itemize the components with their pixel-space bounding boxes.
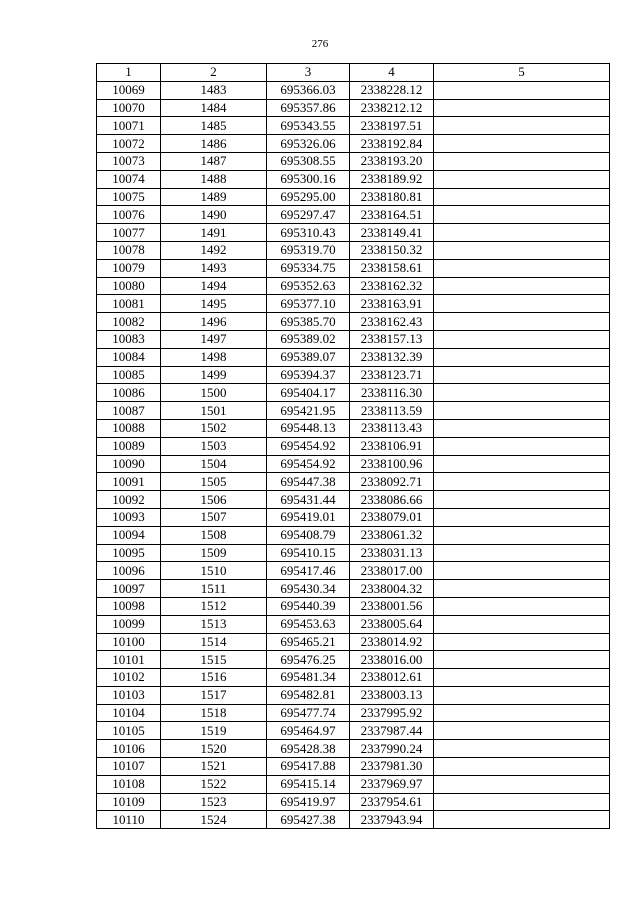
table-cell-col-4: 2338003.13: [350, 686, 434, 704]
table-row: [97, 615, 610, 633]
table-cell-col-2: 1502: [161, 419, 267, 437]
table-cell-col-4: 2338180.81: [350, 188, 434, 206]
table-cell-col-3: 695464.97: [267, 722, 350, 740]
table-cell-col-3: 695295.00: [267, 188, 350, 206]
table-cell-col-5: [434, 651, 610, 669]
table-cell-col-3: 695310.43: [267, 224, 350, 242]
table-row: [97, 81, 610, 99]
table-cell-col-3: 695454.92: [267, 455, 350, 473]
table-cell-col-3: 695404.17: [267, 384, 350, 402]
table-row: [97, 170, 610, 188]
table-cell-col-3: 695389.02: [267, 330, 350, 348]
table-cell-col-1: 10072: [97, 135, 161, 153]
table-cell-col-2: 1499: [161, 366, 267, 384]
table-cell-col-1: 10091: [97, 473, 161, 491]
table-cell-col-5: [434, 597, 610, 615]
table-cell-col-3: 695408.79: [267, 526, 350, 544]
table-cell-col-4: 2338106.91: [350, 437, 434, 455]
table-cell-col-1: 10100: [97, 633, 161, 651]
table-cell-col-3: 695440.39: [267, 597, 350, 615]
table-cell-col-4: 2337990.24: [350, 740, 434, 758]
table-cell-col-2: 1520: [161, 740, 267, 758]
table-cell-col-5: [434, 722, 610, 740]
table-cell-col-1: 10098: [97, 597, 161, 615]
table-cell-col-4: 2338192.84: [350, 135, 434, 153]
column-header-5: 5: [434, 64, 610, 82]
table-row: [97, 473, 610, 491]
table-cell-col-5: [434, 544, 610, 562]
table-cell-col-4: 2338162.32: [350, 277, 434, 295]
table-row: [97, 455, 610, 473]
table-cell-col-5: [434, 740, 610, 758]
table-cell-col-2: 1501: [161, 402, 267, 420]
table-row: [97, 811, 610, 829]
table-cell-col-2: 1491: [161, 224, 267, 242]
table-cell-col-4: 2338150.32: [350, 241, 434, 259]
table-cell-col-5: [434, 669, 610, 687]
table-cell-col-3: 695366.03: [267, 81, 350, 99]
table-row: [97, 241, 610, 259]
table-row: [97, 722, 610, 740]
table-cell-col-1: 10085: [97, 366, 161, 384]
table-cell-col-1: 10106: [97, 740, 161, 758]
table-cell-col-3: 695300.16: [267, 170, 350, 188]
table-cell-col-3: 695417.46: [267, 562, 350, 580]
table-cell-col-3: 695334.75: [267, 259, 350, 277]
table-cell-col-5: [434, 117, 610, 135]
table-cell-col-5: [434, 473, 610, 491]
table-cell-col-2: 1511: [161, 580, 267, 598]
table-cell-col-5: [434, 775, 610, 793]
table-cell-col-1: 10075: [97, 188, 161, 206]
table-cell-col-3: 695410.15: [267, 544, 350, 562]
table-cell-col-4: 2338123.71: [350, 366, 434, 384]
table-cell-col-4: 2337987.44: [350, 722, 434, 740]
table-cell-col-2: 1500: [161, 384, 267, 402]
table-cell-col-3: 695419.97: [267, 793, 350, 811]
table-cell-col-4: 2338164.51: [350, 206, 434, 224]
table-cell-col-3: 695385.70: [267, 313, 350, 331]
table-cell-col-2: 1510: [161, 562, 267, 580]
table-cell-col-1: 10079: [97, 259, 161, 277]
table-cell-col-1: 10071: [97, 117, 161, 135]
table-cell-col-4: 2338113.43: [350, 419, 434, 437]
table-cell-col-3: 695430.34: [267, 580, 350, 598]
table-cell-col-4: 2338116.30: [350, 384, 434, 402]
table-cell-col-5: [434, 241, 610, 259]
table-row: [97, 152, 610, 170]
table-cell-col-3: 695308.55: [267, 152, 350, 170]
table-cell-col-1: 10092: [97, 491, 161, 509]
table-cell-col-5: [434, 686, 610, 704]
table-cell-col-1: 10086: [97, 384, 161, 402]
table-cell-col-5: [434, 384, 610, 402]
table-row: [97, 384, 610, 402]
table-cell-col-2: 1497: [161, 330, 267, 348]
table-cell-col-5: [434, 811, 610, 829]
table-cell-col-5: [434, 758, 610, 776]
table-row: [97, 224, 610, 242]
table-cell-col-3: 695319.70: [267, 241, 350, 259]
table-cell-col-1: 10095: [97, 544, 161, 562]
table-cell-col-2: 1503: [161, 437, 267, 455]
table-cell-col-5: [434, 633, 610, 651]
table-cell-col-3: 695454.92: [267, 437, 350, 455]
table-cell-col-4: 2337981.30: [350, 758, 434, 776]
table-row: [97, 651, 610, 669]
table-cell-col-3: 695447.38: [267, 473, 350, 491]
table-cell-col-2: 1496: [161, 313, 267, 331]
table-cell-col-2: 1505: [161, 473, 267, 491]
table-cell-col-4: 2338113.59: [350, 402, 434, 420]
table-row: [97, 544, 610, 562]
table-cell-col-5: [434, 135, 610, 153]
column-header-1: 1: [97, 64, 161, 82]
table-cell-col-2: 1498: [161, 348, 267, 366]
table-cell-col-3: 695419.01: [267, 508, 350, 526]
table-cell-col-4: 2338189.92: [350, 170, 434, 188]
table-cell-col-5: [434, 491, 610, 509]
table-cell-col-2: 1509: [161, 544, 267, 562]
table-cell-col-1: 10090: [97, 455, 161, 473]
table-cell-col-4: 2338197.51: [350, 117, 434, 135]
table-cell-col-2: 1486: [161, 135, 267, 153]
table-cell-col-3: 695453.63: [267, 615, 350, 633]
table-cell-col-3: 695421.95: [267, 402, 350, 420]
column-header-3: 3: [267, 64, 350, 82]
table-cell-col-2: 1518: [161, 704, 267, 722]
table-body: [97, 81, 610, 828]
table-row: [97, 775, 610, 793]
table-cell-col-2: 1507: [161, 508, 267, 526]
table-cell-col-4: 2338017.00: [350, 562, 434, 580]
table-cell-col-1: 10096: [97, 562, 161, 580]
table-cell-col-5: [434, 455, 610, 473]
table-cell-col-3: 695377.10: [267, 295, 350, 313]
table-cell-col-1: 10078: [97, 241, 161, 259]
table-row: [97, 597, 610, 615]
table-cell-col-2: 1492: [161, 241, 267, 259]
table-cell-col-5: [434, 330, 610, 348]
table-cell-col-5: [434, 170, 610, 188]
table-cell-col-3: 695352.63: [267, 277, 350, 295]
table-cell-col-2: 1521: [161, 758, 267, 776]
table-cell-col-3: 695476.25: [267, 651, 350, 669]
table-cell-col-2: 1495: [161, 295, 267, 313]
table-cell-col-5: [434, 295, 610, 313]
table-row: [97, 277, 610, 295]
table-cell-col-5: [434, 704, 610, 722]
table-row: [97, 295, 610, 313]
table-row: [97, 793, 610, 811]
table-cell-col-5: [434, 188, 610, 206]
table-cell-col-2: 1522: [161, 775, 267, 793]
table-cell-col-4: 2338158.61: [350, 259, 434, 277]
table-cell-col-1: 10069: [97, 81, 161, 99]
table-cell-col-5: [434, 562, 610, 580]
table-cell-col-3: 695428.38: [267, 740, 350, 758]
table-cell-col-1: 10076: [97, 206, 161, 224]
table-cell-col-4: 2338162.43: [350, 313, 434, 331]
page-number: 276: [311, 38, 329, 50]
column-header-2: 2: [161, 64, 267, 82]
table-cell-col-2: 1484: [161, 99, 267, 117]
table-cell-col-5: [434, 402, 610, 420]
table-cell-col-1: 10082: [97, 313, 161, 331]
table-row: [97, 686, 610, 704]
table-row: [97, 633, 610, 651]
table-cell-col-4: 2338004.32: [350, 580, 434, 598]
table-cell-col-4: 2338100.96: [350, 455, 434, 473]
table-cell-col-1: 10097: [97, 580, 161, 598]
table-cell-col-1: 10074: [97, 170, 161, 188]
table-row: [97, 330, 610, 348]
table-row: [97, 188, 610, 206]
table-cell-col-4: 2338163.91: [350, 295, 434, 313]
table-cell-col-3: 695427.38: [267, 811, 350, 829]
table-row: [97, 526, 610, 544]
table-row: [97, 704, 610, 722]
table-cell-col-4: 2338014.92: [350, 633, 434, 651]
table-row: [97, 206, 610, 224]
table-row: [97, 419, 610, 437]
table-row: [97, 117, 610, 135]
table-cell-col-2: 1517: [161, 686, 267, 704]
table-cell-col-4: 2338086.66: [350, 491, 434, 509]
table-cell-col-1: 10109: [97, 793, 161, 811]
table-cell-col-3: 695481.34: [267, 669, 350, 687]
table-cell-col-3: 695448.13: [267, 419, 350, 437]
table-cell-col-1: 10077: [97, 224, 161, 242]
table-cell-col-1: 10089: [97, 437, 161, 455]
table-cell-col-2: 1523: [161, 793, 267, 811]
table-cell-col-5: [434, 508, 610, 526]
table-cell-col-2: 1485: [161, 117, 267, 135]
table-cell-col-2: 1524: [161, 811, 267, 829]
table-cell-col-5: [434, 793, 610, 811]
table-cell-col-5: [434, 526, 610, 544]
table-cell-col-2: 1490: [161, 206, 267, 224]
table-cell-col-1: 10083: [97, 330, 161, 348]
table-cell-col-2: 1487: [161, 152, 267, 170]
table-cell-col-5: [434, 366, 610, 384]
table-cell-col-4: 2338157.13: [350, 330, 434, 348]
header-row: [97, 64, 610, 82]
table-cell-col-2: 1493: [161, 259, 267, 277]
table-cell-col-1: 10107: [97, 758, 161, 776]
table-cell-col-2: 1488: [161, 170, 267, 188]
table-row: [97, 313, 610, 331]
table-cell-col-1: 10110: [97, 811, 161, 829]
table-cell-col-5: [434, 277, 610, 295]
table-cell-col-2: 1516: [161, 669, 267, 687]
table-cell-col-5: [434, 259, 610, 277]
table-cell-col-5: [434, 224, 610, 242]
table-row: [97, 437, 610, 455]
table-cell-col-2: 1512: [161, 597, 267, 615]
table-row: [97, 259, 610, 277]
table-cell-col-5: [434, 580, 610, 598]
table-row: [97, 348, 610, 366]
table-cell-col-1: 10073: [97, 152, 161, 170]
table-cell-col-2: 1513: [161, 615, 267, 633]
table-cell-col-1: 10080: [97, 277, 161, 295]
table-cell-col-2: 1483: [161, 81, 267, 99]
table-cell-col-1: 10104: [97, 704, 161, 722]
table-cell-col-3: 695415.14: [267, 775, 350, 793]
table-row: [97, 669, 610, 687]
table-cell-col-4: 2338193.20: [350, 152, 434, 170]
table-row: [97, 99, 610, 117]
table-cell-col-5: [434, 615, 610, 633]
table-row: [97, 491, 610, 509]
table-row: [97, 402, 610, 420]
table-cell-col-3: 695343.55: [267, 117, 350, 135]
table-cell-col-4: 2338001.56: [350, 597, 434, 615]
table-cell-col-4: 2338132.39: [350, 348, 434, 366]
table-cell-col-4: 2338012.61: [350, 669, 434, 687]
table-cell-col-4: 2338092.71: [350, 473, 434, 491]
table-cell-col-4: 2338212.12: [350, 99, 434, 117]
table-cell-col-3: 695357.86: [267, 99, 350, 117]
table-cell-col-1: 10081: [97, 295, 161, 313]
table-cell-col-1: 10102: [97, 669, 161, 687]
table-cell-col-5: [434, 206, 610, 224]
table-cell-col-3: 695389.07: [267, 348, 350, 366]
table-cell-col-1: 10070: [97, 99, 161, 117]
table-cell-col-1: 10093: [97, 508, 161, 526]
table-row: [97, 562, 610, 580]
table-cell-col-3: 695477.74: [267, 704, 350, 722]
table-cell-col-3: 695394.37: [267, 366, 350, 384]
table-row: [97, 135, 610, 153]
table-cell-col-3: 695417.88: [267, 758, 350, 776]
table-cell-col-2: 1494: [161, 277, 267, 295]
table-cell-col-2: 1489: [161, 188, 267, 206]
table-cell-col-2: 1506: [161, 491, 267, 509]
table-row: [97, 508, 610, 526]
coordinates-table: [96, 63, 610, 829]
table-cell-col-1: 10099: [97, 615, 161, 633]
table-row: [97, 740, 610, 758]
table-cell-col-4: 2338005.64: [350, 615, 434, 633]
table-cell-col-1: 10105: [97, 722, 161, 740]
table-cell-col-1: 10101: [97, 651, 161, 669]
table-cell-col-1: 10087: [97, 402, 161, 420]
table-cell-col-4: 2338031.13: [350, 544, 434, 562]
table-cell-col-3: 695326.06: [267, 135, 350, 153]
table-cell-col-5: [434, 313, 610, 331]
table-cell-col-5: [434, 99, 610, 117]
table-cell-col-2: 1504: [161, 455, 267, 473]
table-cell-col-2: 1514: [161, 633, 267, 651]
table-row: [97, 580, 610, 598]
table-cell-col-1: 10108: [97, 775, 161, 793]
table-row: [97, 758, 610, 776]
table-cell-col-2: 1519: [161, 722, 267, 740]
table-cell-col-1: 10088: [97, 419, 161, 437]
table-cell-col-5: [434, 437, 610, 455]
table-row: [97, 366, 610, 384]
table-cell-col-4: 2338016.00: [350, 651, 434, 669]
table-cell-col-4: 2338228.12: [350, 81, 434, 99]
column-header-4: 4: [350, 64, 434, 82]
table-cell-col-5: [434, 152, 610, 170]
table-cell-col-1: 10103: [97, 686, 161, 704]
table-cell-col-1: 10084: [97, 348, 161, 366]
table-cell-col-3: 695465.21: [267, 633, 350, 651]
table-cell-col-2: 1515: [161, 651, 267, 669]
table-cell-col-2: 1508: [161, 526, 267, 544]
table-cell-col-4: 2337969.97: [350, 775, 434, 793]
table-cell-col-4: 2337954.61: [350, 793, 434, 811]
table-cell-col-5: [434, 81, 610, 99]
table-cell-col-4: 2337943.94: [350, 811, 434, 829]
table-cell-col-4: 2338061.32: [350, 526, 434, 544]
table-cell-col-1: 10094: [97, 526, 161, 544]
table-cell-col-5: [434, 348, 610, 366]
table-cell-col-4: 2338149.41: [350, 224, 434, 242]
table-cell-col-5: [434, 419, 610, 437]
table-cell-col-4: 2337995.92: [350, 704, 434, 722]
table-cell-col-3: 695297.47: [267, 206, 350, 224]
table-cell-col-3: 695482.81: [267, 686, 350, 704]
table-cell-col-4: 2338079.01: [350, 508, 434, 526]
table-cell-col-3: 695431.44: [267, 491, 350, 509]
